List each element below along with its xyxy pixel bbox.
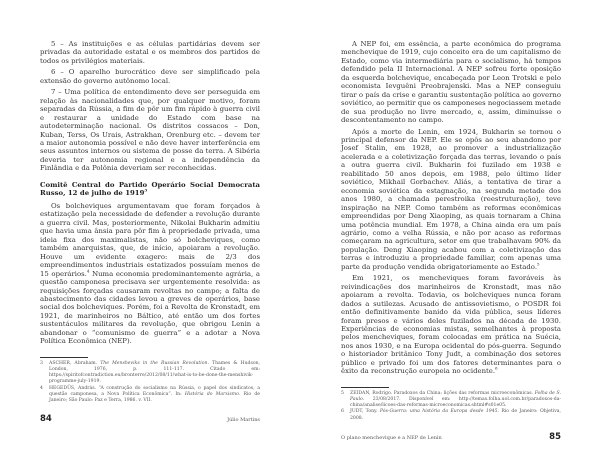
section-heading	[40, 181, 260, 198]
paragraph-text: Numa economia predominantemente agrária, a questão camponesa precisava ser urgentemente resolvida: as requisições forçadas causaram revoltas no campo; a falta de abastecimento das cidades levou a greves de operários, base social dos bolcheviques. Porém, foi a Revolta de Kronstadt, em 1921, de marinheiros no Báltico, até então um dos fortes sustentáculos militares da revolução, que obrigou Lenin a abandonar o “comunismo de guerra” e a adotar a Nova Política Econômica (NEP).	[40, 269, 261, 346]
footnote-text: . Thames & Hudson, London, 1976, p. 111-117. Citado em: https://spiritofcontradiction.eu/bronterre/2012/08/11/what-is-to-be-done-the-menshivik-programme-july-1919.	[49, 360, 261, 384]
footnote-text: JUDT, Tony.	[350, 409, 380, 415]
running-footer: O plano menchevique e a NEP de Lenin	[341, 435, 442, 442]
right-footer-row	[341, 432, 561, 442]
paragraph	[40, 202, 260, 346]
footnote-text: . 23/08/2017. Disponível em: http://temas.folha.uol.com.br/paradoxos-da-china/analise/licoes-das-reformas-microeconomicas.shtml#s01e05.	[350, 396, 561, 408]
heading-text: Comitê Central do Partido Operário Social Democrata Russo, 12 de julho de 1919	[40, 180, 260, 198]
footnote-rule	[40, 357, 88, 358]
footnote-title: História do Marxismo	[184, 391, 239, 397]
footnote-title: Pós-Guerra: uma história da Europa desde 1945	[379, 409, 498, 415]
right-footnotes	[341, 387, 561, 422]
footnote	[40, 361, 260, 385]
footnote-ref[interactable]: 5	[537, 261, 540, 267]
left-page	[0, 0, 300, 436]
footnote-text: ZEIDAN, Rodrigo. Paradoxos da China: lições das reformas microeconômicas.	[350, 390, 535, 396]
paragraph: 6 – O aparelho burocrático deve ser simplificado pela extensão do governo autônomo local.	[40, 68, 260, 85]
footnote-number: 6	[341, 409, 344, 415]
footnote-number: 3	[40, 360, 43, 366]
footnote	[341, 391, 561, 409]
footnote-number: 4	[40, 385, 43, 391]
footnote-ref[interactable]: 6	[495, 365, 498, 371]
paragraph	[341, 274, 561, 375]
footnote	[341, 409, 561, 421]
paragraph	[341, 128, 561, 272]
right-body	[341, 40, 561, 379]
page-number: 84	[40, 414, 52, 425]
paragraph-text: Os bolcheviques argumentavam que foram forçados à estatização pela necessidade de defender a revolução durante a guerra civil. Mas, posteriormente, Nikolai Bukharin admitiu que havia uma ânsia para pôr fim à propriedade privada, uma ideia fixa dos maximalistas, não só bolcheviques, como também anarquistas, que, de início, apoiaram a revolução. Houve um evidente exagero: mais de 2/3 dos empreendimentos industriais estatizados possuíam menos de 15 operários.	[40, 201, 260, 278]
footnote-rule	[341, 387, 389, 388]
left-footnotes	[40, 357, 260, 405]
left-body	[40, 40, 260, 349]
footnote-title: Folha de S. Paulo	[350, 390, 561, 402]
footnote-ref[interactable]: 3	[144, 188, 148, 194]
paragraph-text: Em 1921, os mencheviques foram favoráveis às reivindicações dos marinheiros de Kronstadt, mas não apoiaram a revolta. Todavia, os bolcheviques nunca foram dados a sutilezas. Acusado de antissovietismo, o POSDR foi então definitivamente banido da vida pública, seus líderes foram presos e vários deles fuzilados na década de 1930. Experiências de economias mistas, semelhantes à proposta pelos mencheviques, foram colocadas em prática na Suécia, nos anos 1930, e na Europa ocidental do pós-guerra. Segundo o historiador britânico Tony Judt, a combinação dos setores público e privado foi um dos fatores determinantes para o êxito da reconstrução europeia no ocidente.	[341, 274, 561, 376]
footnote-text: . Rio de Janeiro: Objetiva, 2008.	[350, 409, 561, 421]
footnote-text: ASCHER, Abraham.	[49, 360, 101, 366]
footnote-text: HEGEDÜS, András. “A construção do socialismo na Rússia, o papel dos sindicatos, a questão camponesa, a Nova Política Econômica”. In:	[49, 385, 260, 397]
paragraph-text: Após a morte de Lenin, em 1924, Bukharin se tornou o principal defensor da NEP. Ele se opôs ao seu abandono por Josef Stalin, em 1928, ao promover a industrialização acelerada e a coletivização forçada das terras, levando o país a outra guerra civil. Bukharin foi fuzilado em 1938 e reabilitado 50 anos depois, em 1988, pelo último líder soviético, Mikhail Gorbachev. Aliás, a tentativa de tirar a economia soviética da estagnação, na segunda metade dos anos 1980, a chamada perestroika (reestruturação), teve inspiração na NEP. Como também as reformas econômicas empreendidas por Deng Xiaoping, as quais tornaram a China uma potência mundial. Em 1978, a China ainda era um país agrário, como a velha Rússia, e não por acaso as reformas começaram na agricultura, setor em que trabalhavam 90% da população. Deng Xiaoping acabou com a coletivização das terras e introduziu a propriedade familiar, com apenas uma parte da produção vendida obrigatoriamente ao Estado.	[341, 127, 561, 271]
footnote-text: . Rio de Janeiro; São Paulo: Paz e Terra, 1986. v. VII.	[49, 391, 261, 403]
footnote	[40, 386, 260, 404]
left-footer-row	[40, 414, 260, 424]
right-page	[300, 0, 600, 454]
paragraph: A NEP foi, em essência, a parte econômica do programa menchevique de 1919, cujo conceito era de um capitalismo de Estado, como via intermediária para o socialismo, há tempos defendido pela II Internacional. A NEP sofreu forte oposição da esquerda bolchevique, encabeçada por Leon Trotski e pelo economista Ievguêni Preobrajenski. Mas a NEP conseguiu tirar o país da crise e garantiu sustentação política ao governo soviético, ao permitir que os camponeses negociassem metade de sua produção no livre mercado, e, assim, diminuísse o descontentamento no campo.	[341, 40, 561, 125]
page-number: 85	[549, 432, 561, 443]
footnote-title: The Mensheviks in the Russian Revolution	[100, 360, 208, 366]
paragraph: 5 – As instituições e as células partidárias devem ser privadas da autoridade estatal e os membros dos partidos de todos os privilégios materiais.	[40, 40, 260, 65]
footnote-ref[interactable]: 4	[86, 268, 90, 274]
footnote-number: 5	[341, 390, 344, 396]
running-footer: Júlio Martins	[227, 417, 260, 424]
paragraph: 7 – Uma política de entendimento deve ser perseguida em relação às nacionalidades que, por qualquer motivo, foram separadas da Rússia, a fim de pôr um fim rápido à guerra civil e restaurar a unidade do Estado com base na autodeterminação nacional. Os distritos cossacos – Don, Kuban, Terss, Os Urais, Astrakhan, Orenburg etc. – devem ter a maior autonomia possível e não deve haver interferência em seus assuntos internos ou sistema de posse da terra. A Sibéria deveria ter autonomia regional e a independência da Finlândia e da Polônia deveriam ser reconhecidas.	[40, 88, 260, 173]
